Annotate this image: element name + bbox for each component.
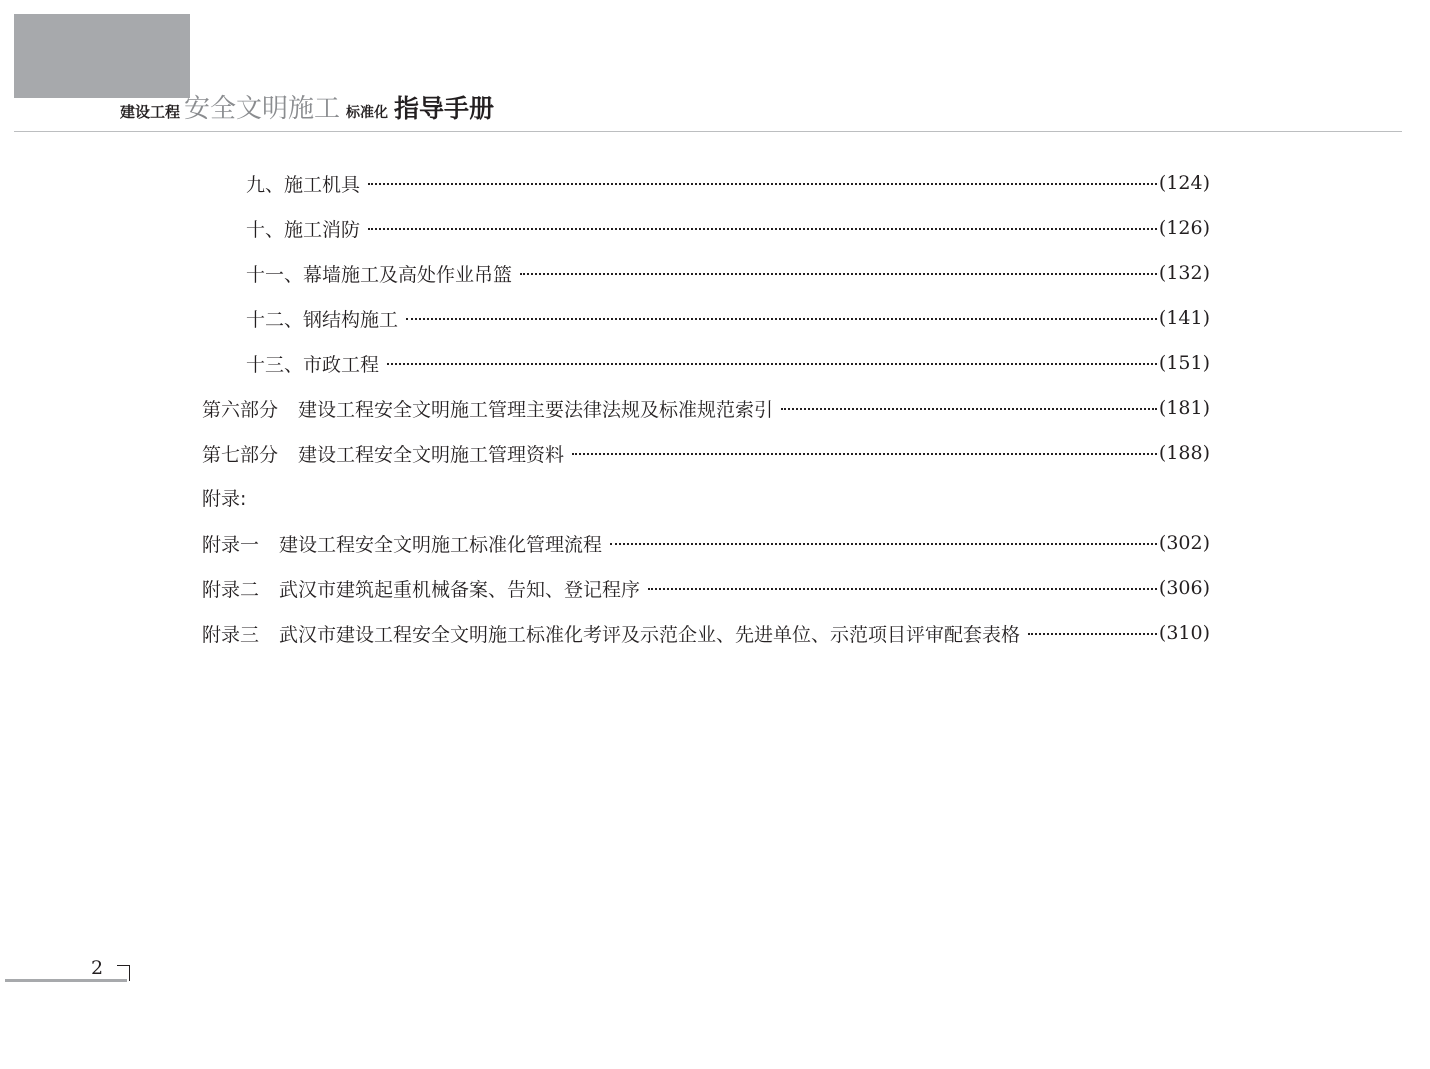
toc-entry-label: 十三、市政工程 (246, 353, 380, 376)
header-title-part1: 建设工程 (120, 103, 181, 121)
toc-appendix-entry (202, 573, 1210, 603)
toc-entry-label: 第七部分 (202, 443, 279, 466)
header-gray-block (14, 14, 190, 98)
toc-leader-dots (520, 258, 1157, 288)
toc-leader-dots (1028, 618, 1157, 648)
toc-entry (246, 213, 1210, 243)
toc-entry-label: 十二、钢结构施工 (246, 308, 399, 331)
toc-leader-dots (572, 438, 1157, 468)
toc-entry-page: (181) (1158, 397, 1210, 419)
running-header-title (120, 88, 494, 124)
toc-entry (202, 393, 1210, 423)
toc-entry-label: 附录三 (202, 623, 260, 646)
toc-appendix-entry (202, 528, 1210, 558)
toc-entry-label: 第六部分 (202, 398, 279, 421)
toc-entry (246, 348, 1210, 378)
toc-entry-label: 附录一 (202, 533, 260, 556)
toc-leader-dots (610, 528, 1157, 558)
toc-entry-page: (126) (1158, 217, 1210, 239)
toc-leader-dots (648, 573, 1157, 603)
toc-entry-page: (132) (1158, 262, 1210, 284)
toc-entry-label: 十一、幕墙施工及高处作业吊篮 (246, 263, 513, 286)
toc-entry-page: (141) (1158, 307, 1210, 329)
toc-leader-dots (387, 348, 1157, 378)
toc-entry-title: 武汉市建筑起重机械备案、告知、登记程序 (279, 578, 641, 601)
toc-entry-title: 建设工程安全文明施工管理主要法律法规及标准规范索引 (298, 398, 774, 421)
toc-entry-page: (310) (1158, 622, 1210, 644)
toc-entry-label: 九、施工机具 (246, 173, 361, 196)
toc-leader-dots (368, 168, 1157, 198)
toc-entry-title: 建设工程安全文明施工标准化管理流程 (279, 533, 603, 556)
toc-entry-label: 十、施工消防 (246, 218, 361, 241)
toc-leader-dots (368, 213, 1157, 243)
page-number: 2 (91, 957, 104, 979)
header-title-part3: 标准化 (346, 105, 389, 121)
toc-entry-page: (188) (1158, 442, 1210, 464)
toc-entry (246, 168, 1210, 198)
toc-entry-page: (306) (1158, 577, 1210, 599)
toc-appendix-entry (202, 618, 1210, 648)
toc-entry-title: 建设工程安全文明施工管理资料 (298, 443, 565, 466)
header-title-part4: 指导手册 (394, 94, 495, 123)
toc-entry-title: 武汉市建设工程安全文明施工标准化考评及示范企业、先进单位、示范项目评审配套表格 (279, 623, 1021, 646)
toc-entry (246, 258, 1210, 288)
toc-leader-dots (781, 393, 1157, 423)
toc-entry-page: (151) (1158, 352, 1210, 374)
footer-divider (5, 979, 127, 982)
toc-entry (202, 438, 1210, 468)
toc-entry (246, 303, 1210, 333)
toc-entry-page: (124) (1158, 172, 1210, 194)
header-divider (14, 131, 1402, 132)
toc-leader-dots (406, 303, 1157, 333)
toc-entry-label: 附录二 (202, 578, 260, 601)
header-title-part2: 安全文明施工 (184, 94, 341, 124)
appendix-heading: 附录: (202, 488, 247, 510)
corner-crop-mark (117, 965, 130, 981)
toc-entry-page: (302) (1158, 532, 1210, 554)
